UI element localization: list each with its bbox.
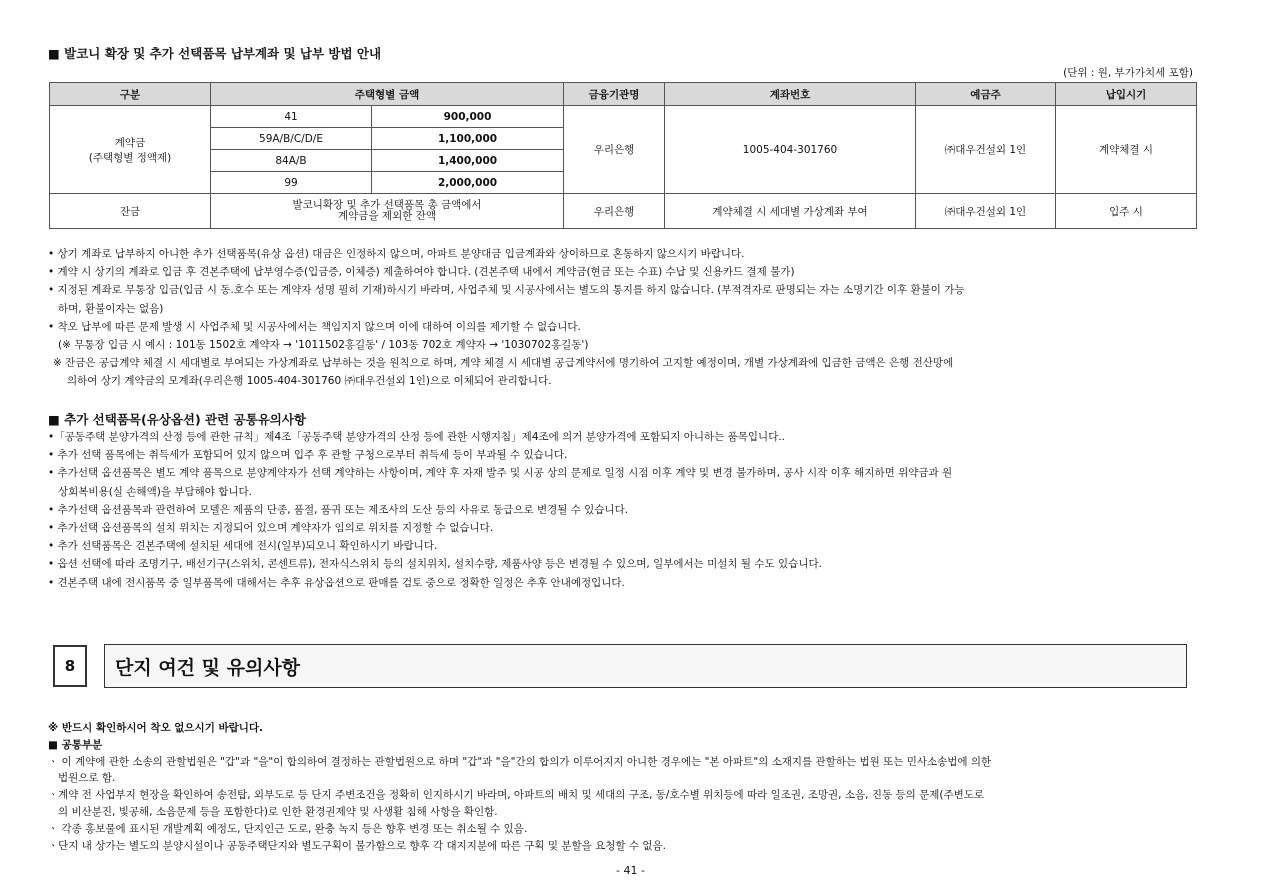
- amount-cell: 1,400,000: [372, 150, 564, 172]
- type-cell: 84A/B: [211, 150, 372, 172]
- deposit-label-cell: [50, 106, 211, 194]
- list-item: • 상기 계좌로 납부하지 아니한 추가 선택품목(유상 옵션) 대금은 인정하지 않으며, 아파트 분양대금 입금계좌와 상이하므로 혼동하지 않으시기 바랍니다.: [48, 248, 745, 260]
- list-item: • 견본주택 내에 전시품목 중 일부품목에 대해서는 추후 유상옵션으로 판매를 검토 중으로 정확한 일정은 추후 안내예정입니다.: [48, 576, 625, 589]
- list-item: • 추가 선택품목은 견본주택에 설치된 세대에 전시(일부)되오니 확인하시기 바랍니다.: [48, 540, 438, 553]
- common-notes: [48, 720, 1208, 854]
- list-item: •「공동주택 분양가격의 산정 등에 관한 규칙」제4조「공동주택 분양가격의 산정 등에 관한 시행지침」제4조에 의거 분양가격에 포함되지 아니하는 품목입니다..: [48, 431, 786, 443]
- warning-text: ※ 반드시 확인하시어 착오 없으시기 바랍니다.: [48, 722, 264, 734]
- balance-account: 계약체결 시 세대별 가상계좌 부여: [665, 194, 916, 229]
- balance-timing: 입주 시: [1056, 194, 1197, 229]
- table-row: [50, 106, 1197, 128]
- balance-amount-cell: [211, 194, 564, 229]
- header-holder: 예금주: [916, 83, 1056, 106]
- list-item: • 추가선택 옵션품목과 관련하여 모델은 제품의 단종, 품절, 품귀 또는 제조사의 도산 등의 사유로 동급으로 변경될 수 있습니다.: [48, 503, 629, 516]
- list-item: ㆍ단지 내 상가는 별도의 분양시설이나 공동주택단지와 별도구획이 불가함으로 향후 각 대지지분에 따른 구획 및 분할을 요청할 수 없음.: [48, 839, 666, 852]
- amount-cell: 1,100,000: [372, 128, 564, 150]
- table-row: [50, 194, 1197, 229]
- header-bank: 금융기관명: [564, 83, 665, 106]
- header-timing: 납입시기: [1056, 83, 1197, 106]
- list-item: ※ 잔금은 공급계약 체결 시 세대별로 부여되는 가상계좌로 납부하는 것을 원칙으로 하며, 계약 체결 시 세대별 공급계약서에 명기하여 고지할 예정이며, 개별 가상계좌에 입금한 금액은 은행 전산망에: [53, 357, 954, 370]
- type-cell: 99: [211, 172, 372, 194]
- common-subtitle: ■ 공통부분: [48, 738, 103, 751]
- balance-amount-line1: 발코니확장 및 추가 선택품목 총 금액에서: [292, 199, 482, 211]
- type-cell: 41: [211, 106, 372, 128]
- unit-note: (단위 : 원, 부가가치세 포함): [1063, 67, 1193, 79]
- list-item: • 추가선택 옵션품목의 설치 위치는 지정되어 있으며 계약자가 임의로 위치를 지정할 수 없습니다.: [48, 522, 494, 535]
- deposit-account: 1005-404-301760: [665, 106, 916, 194]
- balance-holder: ㈜대우건설외 1인: [916, 194, 1056, 229]
- list-item: • 계약 시 상기의 계좌로 입금 후 견본주택에 납부영수증(입금증, 이체증) 제출하여야 합니다. (견본주택 내에서 계약금(현금 또는 수표) 수납 및 신용카드 결제 불가): [48, 266, 795, 279]
- list-item: 하며, 환불이자는 없음): [58, 302, 164, 315]
- list-item: ㆍ계약 전 사업부지 현장을 확인하여 송전탑, 외부도로 등 단지 주변조건을 정확히 인지하시기 바라며, 아파트의 배치 및 세대의 구조, 동/호수별 위치등에 따라 일조권, 조망권, 소음, 진동 등의 문제(주변도로: [48, 789, 985, 802]
- section-number: 8: [53, 645, 87, 687]
- deposit-label-sub: (주택형별 정액제): [88, 151, 172, 164]
- list-item: • 옵션 선택에 따라 조명기구, 배선기구(스위치, 콘센트류), 전자식스위치 등의 설치위치, 설치수량, 제품사양 등은 변경될 수 있으며, 일부에서는 미설치 될 수도 있습니다.: [48, 558, 822, 571]
- amount-cell: 2,000,000: [372, 172, 564, 194]
- list-item: ㆍ 각종 홍보물에 표시된 개발계획 예정도, 단지인근 도로, 완충 녹지 등은 향후 변경 또는 취소될 수 있음.: [48, 822, 528, 835]
- deposit-label: 계약금: [114, 136, 146, 149]
- list-item: • 지정된 계좌로 무통장 입금(입금 시 동.호수 또는 계약자 성명 필히 기재)하시기 바라며, 사업주체 및 시공사에서는 별도의 통지를 하지 않습니다. (부적격자로 판명되는 자는 소명기간 이후 환불이 가능: [48, 284, 965, 297]
- balance-amount-line2: 계약금을 제외한 잔액: [338, 210, 436, 222]
- type-cell: 59A/B/C/D/E: [211, 128, 372, 150]
- options-section-title: ■ 추가 선택품목(유상옵션) 관련 공통유의사항: [48, 412, 306, 427]
- deposit-timing: 계약체결 시: [1056, 106, 1197, 194]
- list-item: (※ 무통장 입금 시 예시 : 101동 1502호 계약자 → '101150​2홍길동' / 103동 702호 계약자 → '1030702홍길동'): [58, 339, 589, 352]
- payment-table: [49, 82, 1197, 229]
- list-item: • 착오 납부에 따른 문제 발생 시 사업주체 및 시공사에서는 책임지지 않으며 이에 대하여 이의를 제기할 수 없습니다.: [48, 320, 581, 333]
- table-header-row: [50, 83, 1197, 106]
- section-heading: 단지 여건 및 유의사항: [104, 644, 1187, 688]
- list-item: • 추가 선택 품목에는 취득세가 포함되어 있지 않으며 입주 후 관할 구청으로부터 취득세 등이 부과될 수 있습니다.: [48, 449, 568, 462]
- list-item: ㆍ 이 계약에 관한 소송의 관할법원은 "갑"과 "을"이 합의하여 결정하는 관할법원으로 하며 "갑"과 "을"간의 합의가 이루어지지 아니한 경우에는 "본 아파트"의 소재지를 관할하는 법원 또는 민사소송법에 의한: [48, 755, 992, 768]
- options-notes: [48, 428, 1198, 592]
- header-account: 계좌번호: [665, 83, 916, 106]
- deposit-bank: 우리은행: [564, 106, 665, 194]
- list-item: 의 비산분진, 빛공해, 소음문제 등을 포함한다)로 인한 환경권제약 및 사생활 침해 사항을 확인함.: [58, 805, 498, 818]
- balance-label: 잔금: [50, 194, 211, 229]
- balance-bank: 우리은행: [564, 194, 665, 229]
- list-item: 법원으로 함.: [58, 772, 116, 785]
- page-number: - 41 -: [616, 864, 645, 877]
- payment-section-title: ■ 발코니 확장 및 추가 선택품목 납부계좌 및 납부 방법 안내: [48, 46, 382, 61]
- amount-cell: 900,000: [372, 106, 564, 128]
- payment-notes: [48, 245, 1198, 391]
- header-category: 구분: [50, 83, 211, 106]
- list-item: 의하여 상기 계약금의 모계좌(우리은행 1005-404-301760 ㈜대우건설외 1인)으로 이체되어 관리합니다.: [67, 375, 552, 388]
- list-item: • 추가선택 옵션품목은 별도 계약 품목으로 분양계약자가 선택 계약하는 사항이며, 계약 후 자재 발주 및 시공 상의 문제로 일정 시점 이후 계약 및 변경 불가하며, 공사 시작 이후 해지하면 위약금과 원: [48, 467, 953, 480]
- header-amount: 주택형별 금액: [211, 83, 564, 106]
- list-item: 상회복비용(실 손해액)을 부담해야 합니다.: [58, 485, 252, 498]
- deposit-holder: ㈜대우건설외 1인: [916, 106, 1056, 194]
